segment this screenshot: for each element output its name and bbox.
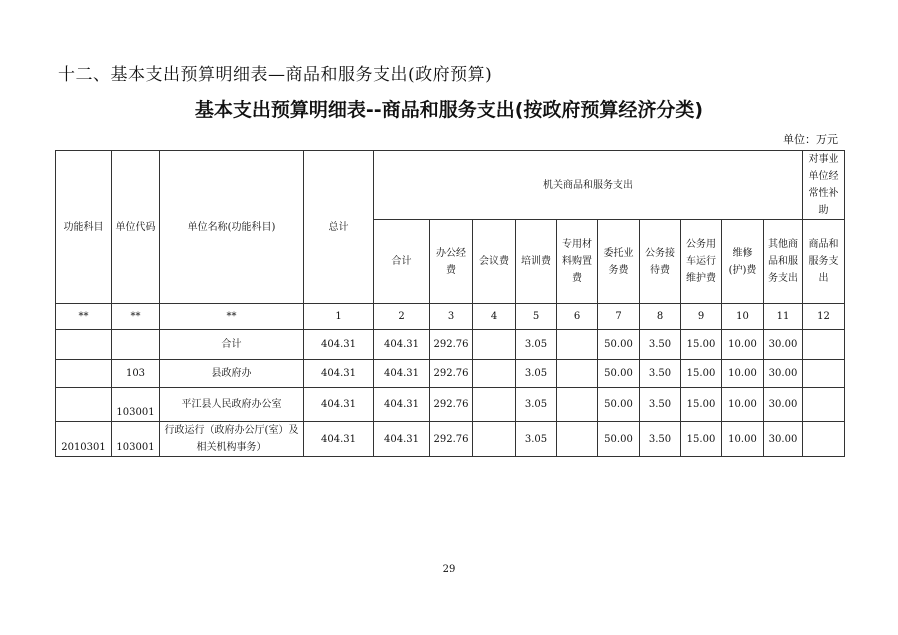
cell-value: 404.31	[304, 330, 374, 360]
header-col-commissioned: 委托业务费	[598, 220, 640, 304]
cell-value: 292.76	[430, 388, 473, 422]
header-inst-subsidy: 对事业单位经常性补助	[803, 151, 845, 220]
cell-unit-code	[112, 330, 160, 360]
cell-value: 30.00	[764, 388, 803, 422]
cell-value: 3.50	[640, 422, 681, 457]
cell-unit-code: 103001	[112, 388, 160, 422]
cell-value: 3.05	[516, 388, 557, 422]
cell-value	[473, 360, 516, 388]
cell-value: 15.00	[681, 330, 722, 360]
cell-value	[473, 422, 516, 457]
cell-value: 10.00	[722, 360, 764, 388]
cell-func-subject: 2010301	[56, 422, 112, 457]
index-cell: 1	[304, 304, 374, 330]
section-heading: 十二、基本支出预算明细表—商品和服务支出(政府预算)	[58, 65, 493, 85]
cell-value: 404.31	[304, 422, 374, 457]
cell-value: 3.50	[640, 330, 681, 360]
header-col-office: 办公经费	[430, 220, 473, 304]
cell-value: 292.76	[430, 330, 473, 360]
cell-value: 50.00	[598, 330, 640, 360]
cell-value: 292.76	[430, 360, 473, 388]
header-col-meeting: 会议费	[473, 220, 516, 304]
index-cell: 5	[516, 304, 557, 330]
cell-value: 3.50	[640, 388, 681, 422]
cell-value: 404.31	[374, 360, 430, 388]
header-col-inst-goods: 商品和服务支出	[803, 220, 845, 304]
header-col-vehicle: 公务用车运行维护费	[681, 220, 722, 304]
index-cell: **	[112, 304, 160, 330]
header-col-other: 其他商品和服务支出	[764, 220, 803, 304]
index-cell: 9	[681, 304, 722, 330]
cell-value	[803, 422, 845, 457]
index-cell: **	[56, 304, 112, 330]
cell-func-subject	[56, 360, 112, 388]
cell-value: 30.00	[764, 360, 803, 388]
cell-unit-name: 合计	[160, 330, 304, 360]
header-total: 总计	[304, 151, 374, 304]
cell-value: 15.00	[681, 360, 722, 388]
header-col-subtotal: 合计	[374, 220, 430, 304]
table-row	[56, 388, 845, 422]
cell-value: 3.05	[516, 422, 557, 457]
header-col-reception: 公务接待费	[640, 220, 681, 304]
cell-value: 292.76	[430, 422, 473, 457]
cell-value	[803, 388, 845, 422]
index-cell: 6	[557, 304, 598, 330]
index-cell: 12	[803, 304, 845, 330]
cell-value: 10.00	[722, 388, 764, 422]
header-col-materials: 专用材料购置费	[557, 220, 598, 304]
unit-label: 单位：万元	[783, 133, 838, 146]
cell-value: 50.00	[598, 422, 640, 457]
header-func-subject: 功能科目	[56, 151, 112, 304]
cell-value: 404.31	[374, 388, 430, 422]
cell-value: 3.05	[516, 330, 557, 360]
index-cell: 2	[374, 304, 430, 330]
cell-value	[557, 330, 598, 360]
index-cell: 11	[764, 304, 803, 330]
cell-unit-name: 平江县人民政府办公室	[160, 388, 304, 422]
cell-value: 50.00	[598, 360, 640, 388]
header-org-goods-services: 机关商品和服务支出	[374, 151, 803, 220]
table-row	[56, 360, 845, 388]
cell-unit-name: 县政府办	[160, 360, 304, 388]
cell-value: 404.31	[304, 360, 374, 388]
cell-value: 3.05	[516, 360, 557, 388]
table-row	[56, 422, 845, 457]
cell-func-subject	[56, 330, 112, 360]
cell-value: 3.50	[640, 360, 681, 388]
cell-value: 50.00	[598, 388, 640, 422]
document-title: 基本支出预算明细表--商品和服务支出(按政府预算经济分类)	[194, 99, 704, 121]
table-row	[56, 330, 845, 360]
index-row	[56, 304, 845, 330]
budget-table	[55, 150, 845, 457]
header-unit-code: 单位代码	[112, 151, 160, 304]
index-cell: 7	[598, 304, 640, 330]
cell-value	[473, 388, 516, 422]
cell-value: 404.31	[304, 388, 374, 422]
index-cell: 10	[722, 304, 764, 330]
header-col-training: 培训费	[516, 220, 557, 304]
cell-value	[803, 330, 845, 360]
index-cell: 4	[473, 304, 516, 330]
cell-value: 10.00	[722, 330, 764, 360]
cell-value: 30.00	[764, 330, 803, 360]
cell-value: 404.31	[374, 330, 430, 360]
cell-value	[557, 422, 598, 457]
cell-unit-code: 103001	[112, 422, 160, 457]
cell-value	[557, 388, 598, 422]
cell-value: 10.00	[722, 422, 764, 457]
cell-unit-name: 行政运行（政府办公厅(室）及相关机构事务）	[160, 422, 304, 457]
cell-value	[803, 360, 845, 388]
page-number: 29	[442, 564, 456, 575]
index-cell: 8	[640, 304, 681, 330]
index-cell: **	[160, 304, 304, 330]
cell-value	[557, 360, 598, 388]
cell-value: 15.00	[681, 422, 722, 457]
header-unit-name: 单位名称(功能科目)	[160, 151, 304, 304]
cell-value: 15.00	[681, 388, 722, 422]
header-col-maintenance: 维修(护)费	[722, 220, 764, 304]
cell-func-subject	[56, 388, 112, 422]
header-row-group	[56, 151, 845, 220]
cell-value: 404.31	[374, 422, 430, 457]
index-cell: 3	[430, 304, 473, 330]
cell-unit-code: 103	[112, 360, 160, 388]
cell-value: 30.00	[764, 422, 803, 457]
cell-value	[473, 330, 516, 360]
